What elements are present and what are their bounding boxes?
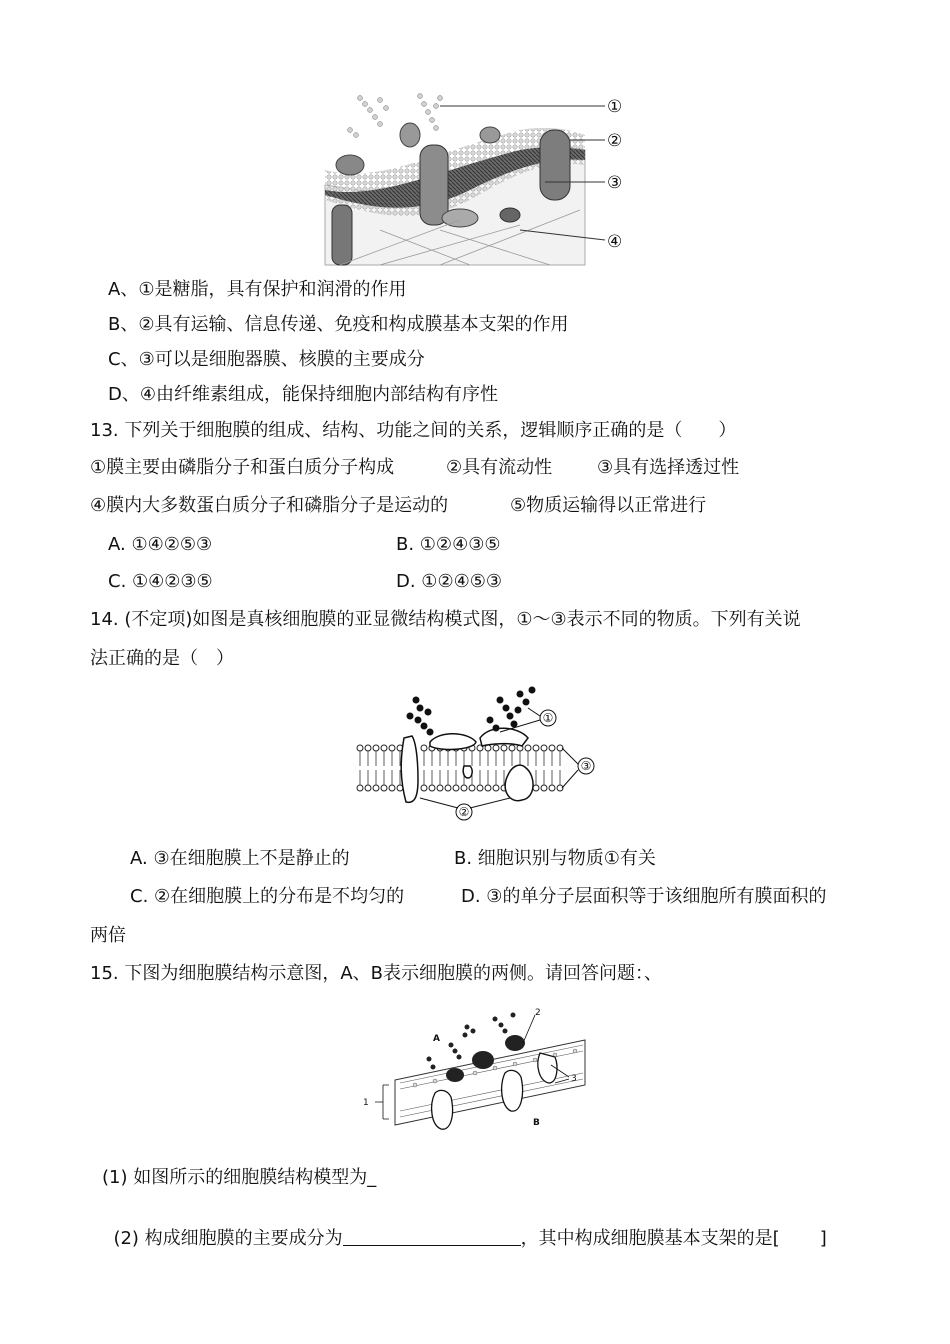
q14-option-d: D. ③的单分子层面积等于该细胞所有膜面积的 xyxy=(461,886,827,907)
q15-sub2-end: ] xyxy=(819,1228,827,1249)
fig1-label-1: ① xyxy=(607,97,623,117)
membrane-figure-q15 xyxy=(355,1005,595,1135)
q13-option-d: D. ①②④⑤③ xyxy=(396,571,502,592)
q15-sub2-blank[interactable] xyxy=(343,1227,521,1246)
q14-stem-line2: 法正确的是（ ） xyxy=(90,648,234,669)
q15-stem: 15. 下图为细胞膜结构示意图，A、B表示细胞膜的两侧。请回答问题：、 xyxy=(90,963,663,984)
q13-statement-3: ③具有选择透过性 xyxy=(597,457,740,478)
fig3-side-a: A xyxy=(433,1034,440,1044)
q13-option-a: A. ①④②⑤③ xyxy=(108,534,213,555)
q12-option-c: C、③可以是细胞器膜、核膜的主要成分 xyxy=(108,349,425,370)
membrane-figure-q14 xyxy=(350,680,600,822)
membrane-figure-q12 xyxy=(320,90,640,268)
q14-option-c: C. ②在细胞膜上的分布是不均匀的 xyxy=(130,886,405,907)
fig3-label-2: 2 xyxy=(535,1008,541,1018)
fig3-label-1: 1 xyxy=(363,1098,369,1108)
q14-stem-line1: 14. (不定项)如图是真核细胞膜的亚显微结构模式图，①～③表示不同的物质。下列有关说 xyxy=(90,609,801,630)
q13-statement-2: ②具有流动性 xyxy=(446,457,553,478)
q15-sub2 xyxy=(102,1203,827,1251)
q13-option-c: C. ①④②③⑤ xyxy=(108,571,213,592)
q12-option-d: D、④由纤维素组成，能保持细胞内部结构有序性 xyxy=(108,384,498,405)
q15-sub2-middle: ，其中构成细胞膜基本支架的是[ xyxy=(520,1228,780,1249)
q13-option-b: B. ①②④③⑤ xyxy=(396,534,501,555)
q13-statement-1: ①膜主要由磷脂分子和蛋白质分子构成 xyxy=(90,457,395,478)
q14-option-b: B. 细胞识别与物质①有关 xyxy=(454,848,656,869)
q12-option-b: B、②具有运输、信息传递、免疫和构成膜基本支架的作用 xyxy=(108,314,569,335)
q15-sub2-prefix: (2) 构成细胞膜的主要成分为 xyxy=(113,1228,343,1249)
fig2-label-3: ③ xyxy=(580,759,592,773)
q12-option-a: A、①是糖脂，具有保护和润滑的作用 xyxy=(108,279,407,300)
fig3-side-b: B xyxy=(533,1118,540,1128)
fig3-label-3: 3 xyxy=(571,1074,577,1084)
fig1-label-3: ③ xyxy=(607,173,623,193)
q15-sub1: (1) 如图所示的细胞膜结构模型为_ xyxy=(102,1167,377,1188)
q14-option-a: A. ③在细胞膜上不是静止的 xyxy=(130,848,350,869)
q13-stem: 13. 下列关于细胞膜的组成、结构、功能之间的关系，逻辑顺序正确的是（ ） xyxy=(90,420,737,441)
q13-statement-4: ④膜内大多数蛋白质分子和磷脂分子是运动的 xyxy=(90,495,449,516)
fig1-label-2: ② xyxy=(607,131,623,151)
q13-statement-5: ⑤物质运输得以正常进行 xyxy=(510,495,707,516)
q14-option-d-continued: 两倍 xyxy=(90,925,126,946)
fig2-label-1: ① xyxy=(542,711,554,725)
fig2-label-2: ② xyxy=(458,805,470,819)
fig1-label-4: ④ xyxy=(607,232,623,252)
